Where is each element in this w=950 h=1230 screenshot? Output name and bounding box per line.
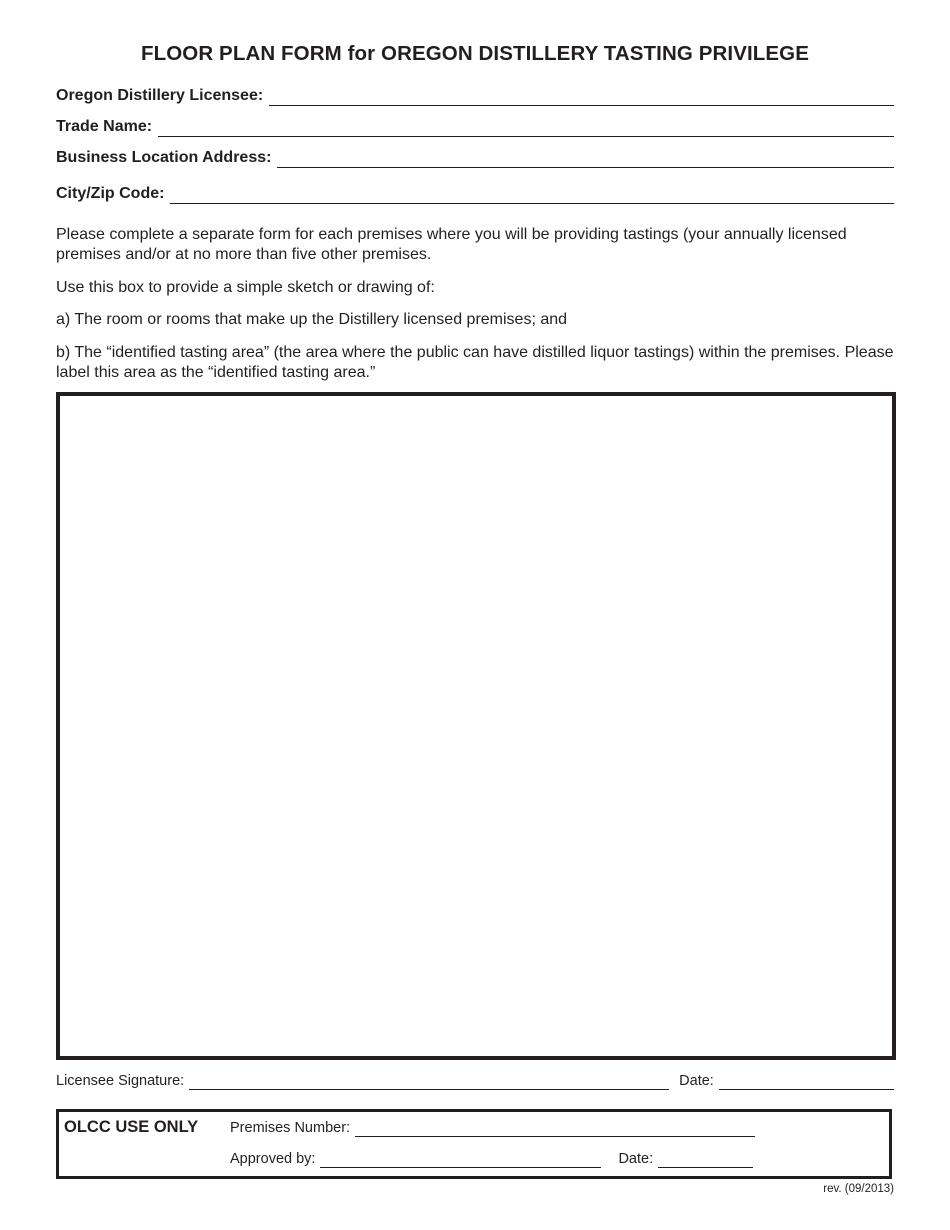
signature-label: Licensee Signature:	[56, 1073, 185, 1089]
signature-date-line[interactable]	[719, 1075, 894, 1090]
olcc-use-only-box	[56, 1109, 892, 1179]
approved-by-line[interactable]	[320, 1153, 601, 1168]
signature-row	[56, 1072, 894, 1090]
city-zip-field[interactable]	[56, 184, 894, 204]
instruction-paragraph-4: b) The “identified tasting area” (the area where the public can have distilled liquor tastings) within the premises. Please label this area as the “identified tasting area.”	[56, 344, 894, 381]
floor-plan-sketch-box[interactable]	[56, 392, 896, 1060]
licensee-label: Oregon Distillery Licensee:	[56, 87, 264, 104]
premises-number-line[interactable]	[355, 1122, 755, 1137]
address-label: Business Location Address:	[56, 149, 272, 166]
approved-by-row	[230, 1150, 753, 1168]
address-line[interactable]	[277, 152, 894, 168]
instruction-paragraph-3: a) The room or rooms that make up the Distillery licensed premises; and	[56, 311, 568, 328]
licensee-line[interactable]	[269, 90, 894, 106]
instruction-paragraph-1: Please complete a separate form for each premises where you will be providing tastings (your annually licensed premises and/or at no more than five other premises.	[56, 226, 847, 263]
form-title: FLOOR PLAN FORM for OREGON DISTILLERY TASTING PRIVILEGE	[141, 42, 809, 65]
trade-name-field[interactable]	[56, 117, 894, 137]
signature-line[interactable]	[189, 1075, 669, 1090]
olcc-date-label: Date:	[618, 1151, 654, 1167]
olcc-title: OLCC USE ONLY	[64, 1118, 199, 1136]
approved-by-label: Approved by:	[230, 1151, 316, 1167]
city-zip-line[interactable]	[170, 188, 894, 204]
trade-name-line[interactable]	[158, 121, 894, 137]
premises-number-row	[230, 1119, 755, 1137]
premises-number-label: Premises Number:	[230, 1120, 351, 1136]
revision-note: rev. (09/2013)	[823, 1183, 894, 1195]
city-zip-label: City/Zip Code:	[56, 185, 165, 202]
olcc-date-line[interactable]	[658, 1153, 753, 1168]
signature-date-label: Date:	[679, 1073, 714, 1089]
instruction-paragraph-2: Use this box to provide a simple sketch or drawing of:	[56, 279, 435, 296]
licensee-field[interactable]	[56, 86, 894, 106]
address-field[interactable]	[56, 148, 894, 168]
trade-name-label: Trade Name:	[56, 118, 153, 135]
